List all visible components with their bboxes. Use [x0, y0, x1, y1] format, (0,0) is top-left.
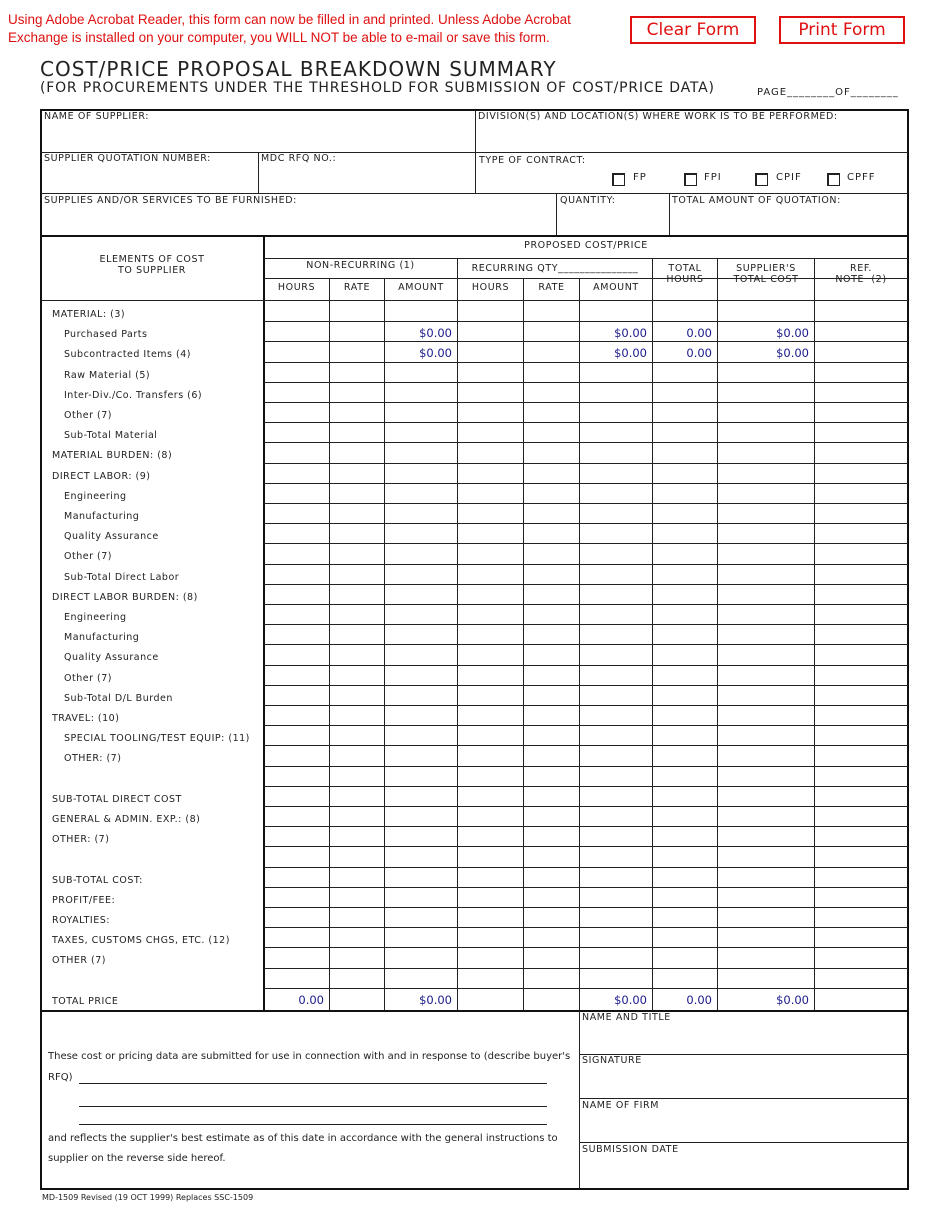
cost-row-label: OTHER (7)	[52, 955, 107, 966]
form-subtitle: (FOR PROCUREMENTS UNDER THE THRESHOLD FOR SUBMISSION OF COST/PRICE DATA)	[40, 80, 715, 96]
cost-row-label: Quality Assurance	[64, 531, 159, 542]
cost-cell[interactable]: $0.00	[614, 326, 647, 340]
rfq-line-2[interactable]	[79, 1106, 547, 1107]
fpi-label: FPI	[704, 172, 722, 183]
rfq-line-3[interactable]	[79, 1124, 547, 1125]
division-label: DIVISION(S) AND LOCATION(S) WHERE WORK IS TO BE PERFORMED:	[478, 111, 838, 122]
cost-row-label: ROYALTIES:	[52, 915, 110, 926]
cpff-checkbox[interactable]	[827, 173, 840, 186]
total-hours-header: TOTAL HOURS	[666, 263, 704, 285]
cost-row-label: MATERIAL: (3)	[52, 309, 126, 320]
rfq-line-1[interactable]	[79, 1083, 547, 1084]
cost-row-label: Manufacturing	[64, 511, 140, 522]
rfq-no-label: MDC RFQ NO.:	[261, 153, 337, 164]
supplier-name-label: NAME OF SUPPLIER:	[44, 111, 150, 122]
form-footer: MD-1509 Revised (19 OCT 1999) Replaces SSC-1509	[42, 1193, 254, 1202]
cpif-label: CPIF	[776, 172, 802, 183]
cost-row-label: Other (7)	[64, 410, 112, 421]
cost-row-label: SUB-TOTAL COST:	[52, 875, 143, 886]
cost-row-label: PROFIT/FEE:	[52, 895, 116, 906]
cost-cell[interactable]: 0.00	[686, 326, 712, 340]
print-form-button[interactable]: Print Form	[779, 16, 905, 44]
page-of-field[interactable]: PAGE________OF________	[757, 87, 899, 98]
cost-row-label: MATERIAL BURDEN: (8)	[52, 450, 173, 461]
certification-text-1: These cost or pricing data are submitted for use in connection with and in response to (describe buyer's	[48, 1051, 571, 1062]
cost-cell[interactable]: $0.00	[419, 346, 452, 360]
cost-row-label: SUB-TOTAL DIRECT COST	[52, 794, 182, 805]
cost-row-label: Purchased Parts	[64, 329, 148, 340]
fp-label: FP	[633, 172, 647, 183]
r-rate-header: RATE	[538, 282, 565, 293]
certification-text-2: and reflects the supplier's best estimate as of this date in accordance with the general instructions to	[48, 1133, 558, 1144]
cost-cell[interactable]: $0.00	[614, 346, 647, 360]
cost-row-label: Inter-Div./Co. Transfers (6)	[64, 390, 203, 401]
r-hours-header: HOURS	[471, 282, 510, 293]
nr-amount-header: AMOUNT	[398, 282, 444, 293]
cost-row-label: Engineering	[64, 491, 127, 502]
acrobat-notice: Using Adobe Acrobat Reader, this form can now be filled in and printed. Unless Adobe Acrobat Exchange is installed on your computer, you WILL NOT be able to e-mail or save this form.	[8, 12, 571, 45]
cost-row-label: TAXES, CUSTOMS CHGS, ETC. (12)	[52, 935, 230, 946]
nr-rate-header: RATE	[343, 282, 371, 293]
cost-cell[interactable]: 0.00	[686, 993, 712, 1007]
firm-name-label: NAME OF FIRM	[582, 1100, 660, 1111]
cost-row-label: TRAVEL: (10)	[52, 713, 120, 724]
certification-text-3: supplier on the reverse side hereof.	[48, 1153, 226, 1164]
supplier-total-header: SUPPLIER'S TOTAL COST	[733, 263, 799, 285]
supplies-label: SUPPLIES AND/OR SERVICES TO BE FURNISHED:	[44, 195, 297, 206]
nr-hours-header: HOURS	[277, 282, 316, 293]
cost-row-label: Other (7)	[64, 673, 112, 684]
quantity-label: QUANTITY:	[560, 195, 616, 206]
cost-row-label: Quality Assurance	[64, 652, 159, 663]
cost-row-label: DIRECT LABOR: (9)	[52, 471, 151, 482]
submission-date-label: SUBMISSION DATE	[582, 1144, 679, 1155]
cost-row-label: Other (7)	[64, 551, 112, 562]
fp-checkbox[interactable]	[612, 173, 625, 186]
cost-cell[interactable]: $0.00	[776, 346, 809, 360]
cost-row-label: Engineering	[64, 612, 127, 623]
signature-label: SIGNATURE	[582, 1055, 642, 1066]
cost-row-label: Sub-Total D/L Burden	[64, 693, 173, 704]
recurring-header: RECURRING QTY_______________	[471, 263, 639, 274]
cost-cell[interactable]: $0.00	[776, 326, 809, 340]
contract-type-label: TYPE OF CONTRACT:	[479, 155, 586, 166]
cost-cell[interactable]: 0.00	[686, 346, 712, 360]
proposed-cost-header: PROPOSED COST/PRICE	[524, 240, 648, 251]
r-amount-header: AMOUNT	[593, 282, 639, 293]
clear-form-button[interactable]: Clear Form	[630, 16, 756, 44]
cost-row-label: GENERAL & ADMIN. EXP.: (8)	[52, 814, 201, 825]
cost-row-label: Raw Material (5)	[64, 370, 151, 381]
name-title-label: NAME AND TITLE	[582, 1012, 671, 1023]
ref-note-header: REF. NOTE (2)	[835, 263, 887, 285]
cost-row-label: OTHER: (7)	[52, 834, 110, 845]
total-amount-label: TOTAL AMOUNT OF QUOTATION:	[672, 195, 841, 206]
cost-row-label: TOTAL PRICE	[52, 996, 119, 1007]
quotation-number-label: SUPPLIER QUOTATION NUMBER:	[44, 153, 211, 164]
cost-row-label: Manufacturing	[64, 632, 140, 643]
cost-row-label: Subcontracted Items (4)	[64, 349, 191, 360]
cpff-label: CPFF	[847, 172, 876, 183]
cost-row-label: DIRECT LABOR BURDEN: (8)	[52, 592, 198, 603]
rfq-label: RFQ)	[48, 1072, 73, 1083]
cost-cell[interactable]: $0.00	[419, 993, 452, 1007]
cost-cell[interactable]: $0.00	[419, 326, 452, 340]
cost-row-label: OTHER: (7)	[64, 753, 122, 764]
cost-cell[interactable]: 0.00	[298, 993, 324, 1007]
fpi-checkbox[interactable]	[684, 173, 697, 186]
cost-row-label: Sub-Total Direct Labor	[64, 572, 180, 583]
nonrecurring-header: NON-RECURRING (1)	[306, 260, 415, 271]
cpif-checkbox[interactable]	[755, 173, 768, 186]
cost-row-label: SPECIAL TOOLING/TEST EQUIP: (11)	[64, 733, 250, 744]
form-title: COST/PRICE PROPOSAL BREAKDOWN SUMMARY	[40, 57, 557, 81]
cost-row-label: Sub-Total Material	[64, 430, 158, 441]
elements-header: ELEMENTS OF COST TO SUPPLIER	[99, 254, 205, 276]
cost-cell[interactable]: $0.00	[614, 993, 647, 1007]
cost-cell[interactable]: $0.00	[776, 993, 809, 1007]
